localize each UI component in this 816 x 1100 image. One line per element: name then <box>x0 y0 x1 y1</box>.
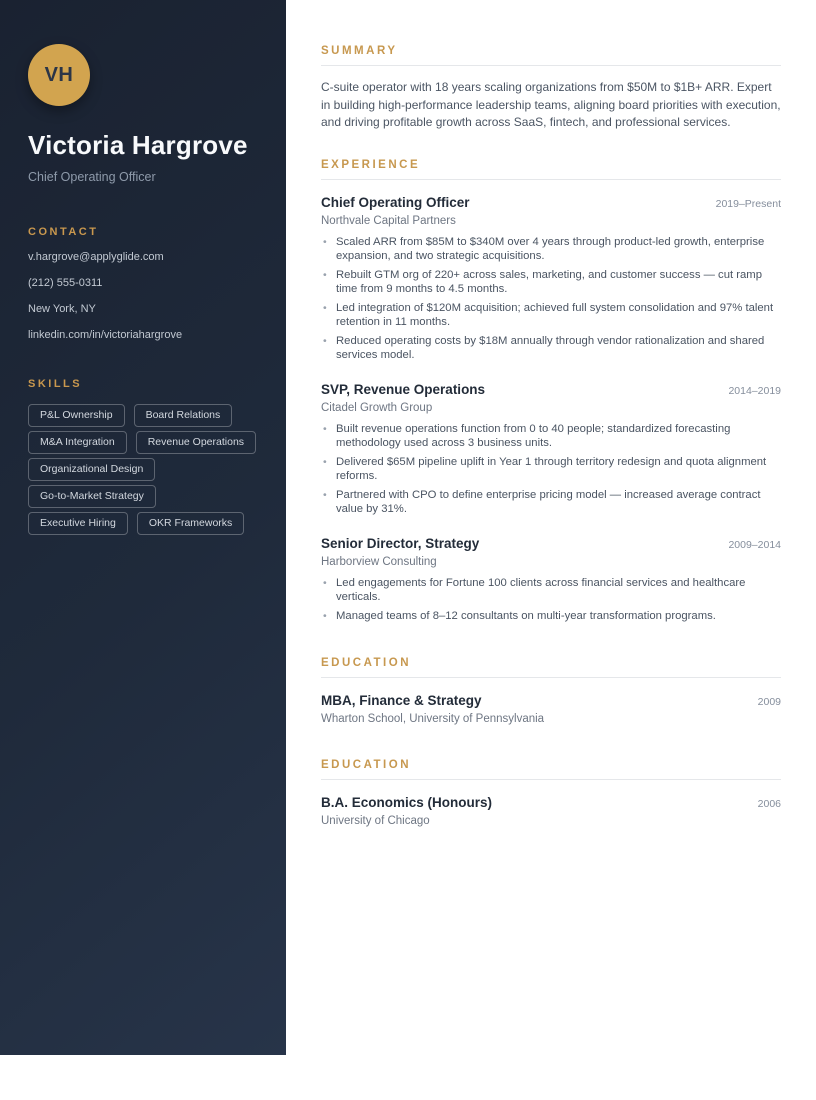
avatar <box>28 44 90 106</box>
avatar-initials: VH <box>44 63 74 86</box>
section-divider <box>321 779 781 780</box>
education-entry <box>321 693 781 725</box>
experience-section <box>321 159 781 624</box>
education-degree: B.A. Economics (Honours) <box>321 795 493 810</box>
contact-heading: CONTACT <box>28 226 99 238</box>
job-bullet: • Rebuilt GTM org of 220+ across sales, marketing, and customer success — cut ramp time from 9 months to 4.5 months. <box>321 268 781 297</box>
contact-phone: (212) 555-0311 <box>28 277 103 289</box>
education-heading: EDUCATION <box>321 759 412 771</box>
education-school: Wharton School, University of Pennsylvania <box>321 713 545 725</box>
education-heading: EDUCATION <box>321 657 412 669</box>
job-bullet: • Reduced operating costs by $18M annually through vendor rationalization and shared services model. <box>321 334 781 363</box>
person-name: Victoria Hargrove <box>28 130 248 160</box>
job-bullet-list <box>321 235 781 363</box>
job-entry <box>321 536 781 624</box>
skills-chip-list <box>28 404 258 535</box>
education-year: 2009 <box>757 696 781 708</box>
experience-heading: EXPERIENCE <box>321 158 421 171</box>
contact-location: New York, NY <box>28 303 96 315</box>
skills-section <box>28 378 258 535</box>
summary-text: C-suite operator with 18 years scaling organizations from $50M to $1B+ ARR. Expert in building high-performance leadership teams, aligning board priorities with execution, and driving profitable growth across SaaS, fintech, and professional services. <box>321 80 781 129</box>
skill-chip: M&A Integration <box>28 431 127 454</box>
job-bullet: • Scaled ARR from $85M to $340M over 4 years through product-led growth, enterprise expansion, and two strategic acquisitions. <box>321 235 781 264</box>
section-divider <box>321 65 781 66</box>
job-bullet: • Led engagements for Fortune 100 clients across financial services and healthcare verticals. <box>321 576 781 605</box>
job-header <box>321 536 781 551</box>
resume-main <box>286 0 816 867</box>
education-school: University of Chicago <box>321 815 430 827</box>
job-company: Northvale Capital Partners <box>321 214 456 227</box>
skill-chip: Organizational Design <box>28 458 155 481</box>
job-company: Citadel Growth Group <box>321 401 433 414</box>
job-bullet-list <box>321 422 781 517</box>
education-section <box>321 759 781 827</box>
contact-email: v.hargrove@applyglide.com <box>28 251 164 263</box>
education-entry <box>321 795 781 827</box>
job-title: Chief Operating Officer <box>321 194 470 210</box>
job-title: Senior Director, Strategy <box>321 535 480 551</box>
job-bullet: • Managed teams of 8–12 consultants on multi-year transformation programs. <box>321 609 781 624</box>
contact-section <box>28 226 258 342</box>
education-header <box>321 693 781 708</box>
education-degree: MBA, Finance & Strategy <box>321 693 482 708</box>
skill-chip: P&L Ownership <box>28 404 125 427</box>
education-section <box>321 657 781 725</box>
job-dates: 2019–Present <box>715 197 781 210</box>
sidebar <box>0 0 286 1055</box>
section-divider <box>321 677 781 678</box>
job-bullet-list <box>321 576 781 624</box>
skill-chip: Board Relations <box>134 404 233 427</box>
education-header <box>321 795 781 810</box>
job-bullet: • Led integration of $120M acquisition; achieved full system consolidation and 97% talent retention in 11 months. <box>321 301 781 330</box>
job-entry <box>321 382 781 517</box>
skill-chip: Go-to-Market Strategy <box>28 485 156 508</box>
job-dates: 2014–2019 <box>728 384 781 397</box>
skill-chip: Revenue Operations <box>136 431 256 454</box>
job-header <box>321 195 781 210</box>
job-bullet: • Built revenue operations function from 0 to 40 people; standardized forecasting methodology used across 3 business units. <box>321 422 781 451</box>
section-divider <box>321 179 781 180</box>
education-year: 2006 <box>757 798 781 810</box>
job-bullet: • Delivered $65M pipeline uplift in Year 1 through territory redesign and quota alignment reforms. <box>321 455 781 484</box>
person-title: Chief Operating Officer <box>28 170 156 184</box>
job-header <box>321 382 781 397</box>
job-title: SVP, Revenue Operations <box>321 381 486 397</box>
skills-heading: SKILLS <box>28 378 83 390</box>
summary-heading: SUMMARY <box>321 45 398 57</box>
job-company: Harborview Consulting <box>321 555 437 568</box>
job-dates: 2009–2014 <box>728 538 781 551</box>
skill-chip: OKR Frameworks <box>137 512 244 535</box>
job-bullet: • Partnered with CPO to define enterprise pricing model — increased average contract value by 31%. <box>321 488 781 517</box>
summary-section <box>321 45 781 132</box>
skill-chip: Executive Hiring <box>28 512 128 535</box>
job-entry <box>321 195 781 363</box>
contact-linkedin: linkedin.com/in/victoriahargrove <box>28 329 183 341</box>
